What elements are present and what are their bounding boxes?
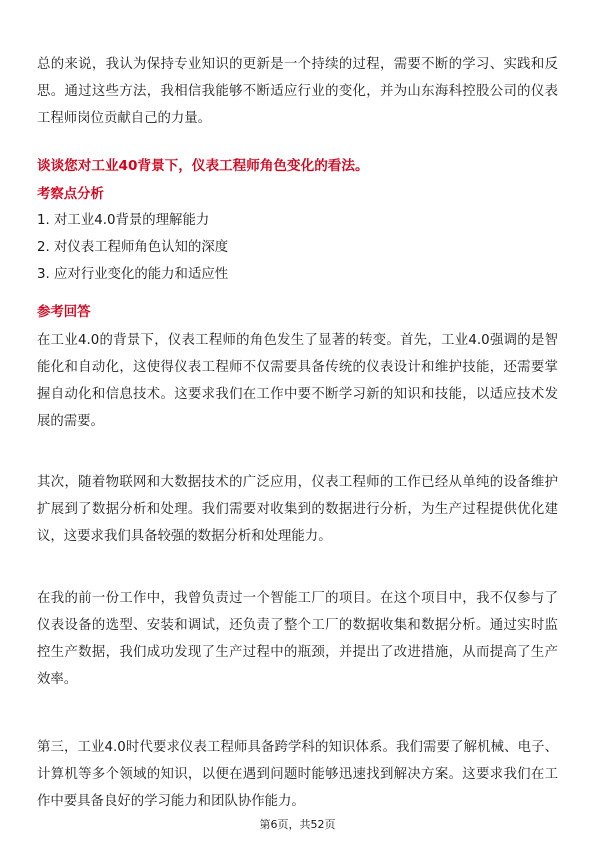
list-item: 1. 对工业4.0背景的理解能力 [37,213,210,228]
list-item: 3. 应对行业变化的能力和适应性 [37,267,229,282]
answer-paragraph: 在我的前一份工作中，我曾负责过一个智能工厂的项目。在这个项目中，我不仅参与了仪表设备的选型、安装和调试，还负责了整个工厂的数据收集和数据分析。通过实时监控生产数据，我们成功发现了生产过程中的瓶颈，并提出了改进措施，从而提高了生产效率。 [37,591,558,687]
intro-paragraph: 总的来说，我认为保持专业知识的更新是一个持续的过程，需要不断的学习、实践和反思。通过这些方法，我相信我能够不断适应行业的变化，并为山东海科控股公司的仪表工程师岗位贡献自己的力量。 [37,57,558,126]
analysis-heading: 考察点分析 [37,187,104,202]
answer-heading: 参考回答 [37,305,91,320]
answer-paragraph: 第三，工业4.0时代要求仪表工程师具备跨学科的知识体系。我们需要了解机械、电子、计算机等多个领域的知识，以便在遇到问题时能够迅速找到解决方案。这要求我们在工作中要具备良好的学习能力和团队协作能力。 [37,740,558,809]
analysis-list [37,207,558,288]
document-page [37,0,558,842]
page-footer: 第6页，共52页 [259,818,336,831]
list-item: 2. 对仪表工程师角色认知的深度 [37,240,229,255]
answer-paragraph: 其次，随着物联网和大数据技术的广泛应用，仪表工程师的工作已经从单纯的设备维护扩展到了数据分析和处理。我们需要对收集到的数据进行分析，为生产过程提供优化建议，这要求我们具备较强的数据分析和处理能力。 [37,475,558,544]
question-heading: 谈谈您对工业40背景下，仪表工程师角色变化的看法。 [37,158,369,174]
answer-paragraph: 在工业4.0的背景下，仪表工程师的角色发生了显著的转变。首先，工业4.0强调的是智能化和自动化，这使得仪表工程师不仅需要具备传统的仪表设计和维护技能，还需要掌握自动化和信息技术。这要求我们在工作中要不断学习新的知识和技能，以适应技术发展的需要。 [37,333,558,429]
